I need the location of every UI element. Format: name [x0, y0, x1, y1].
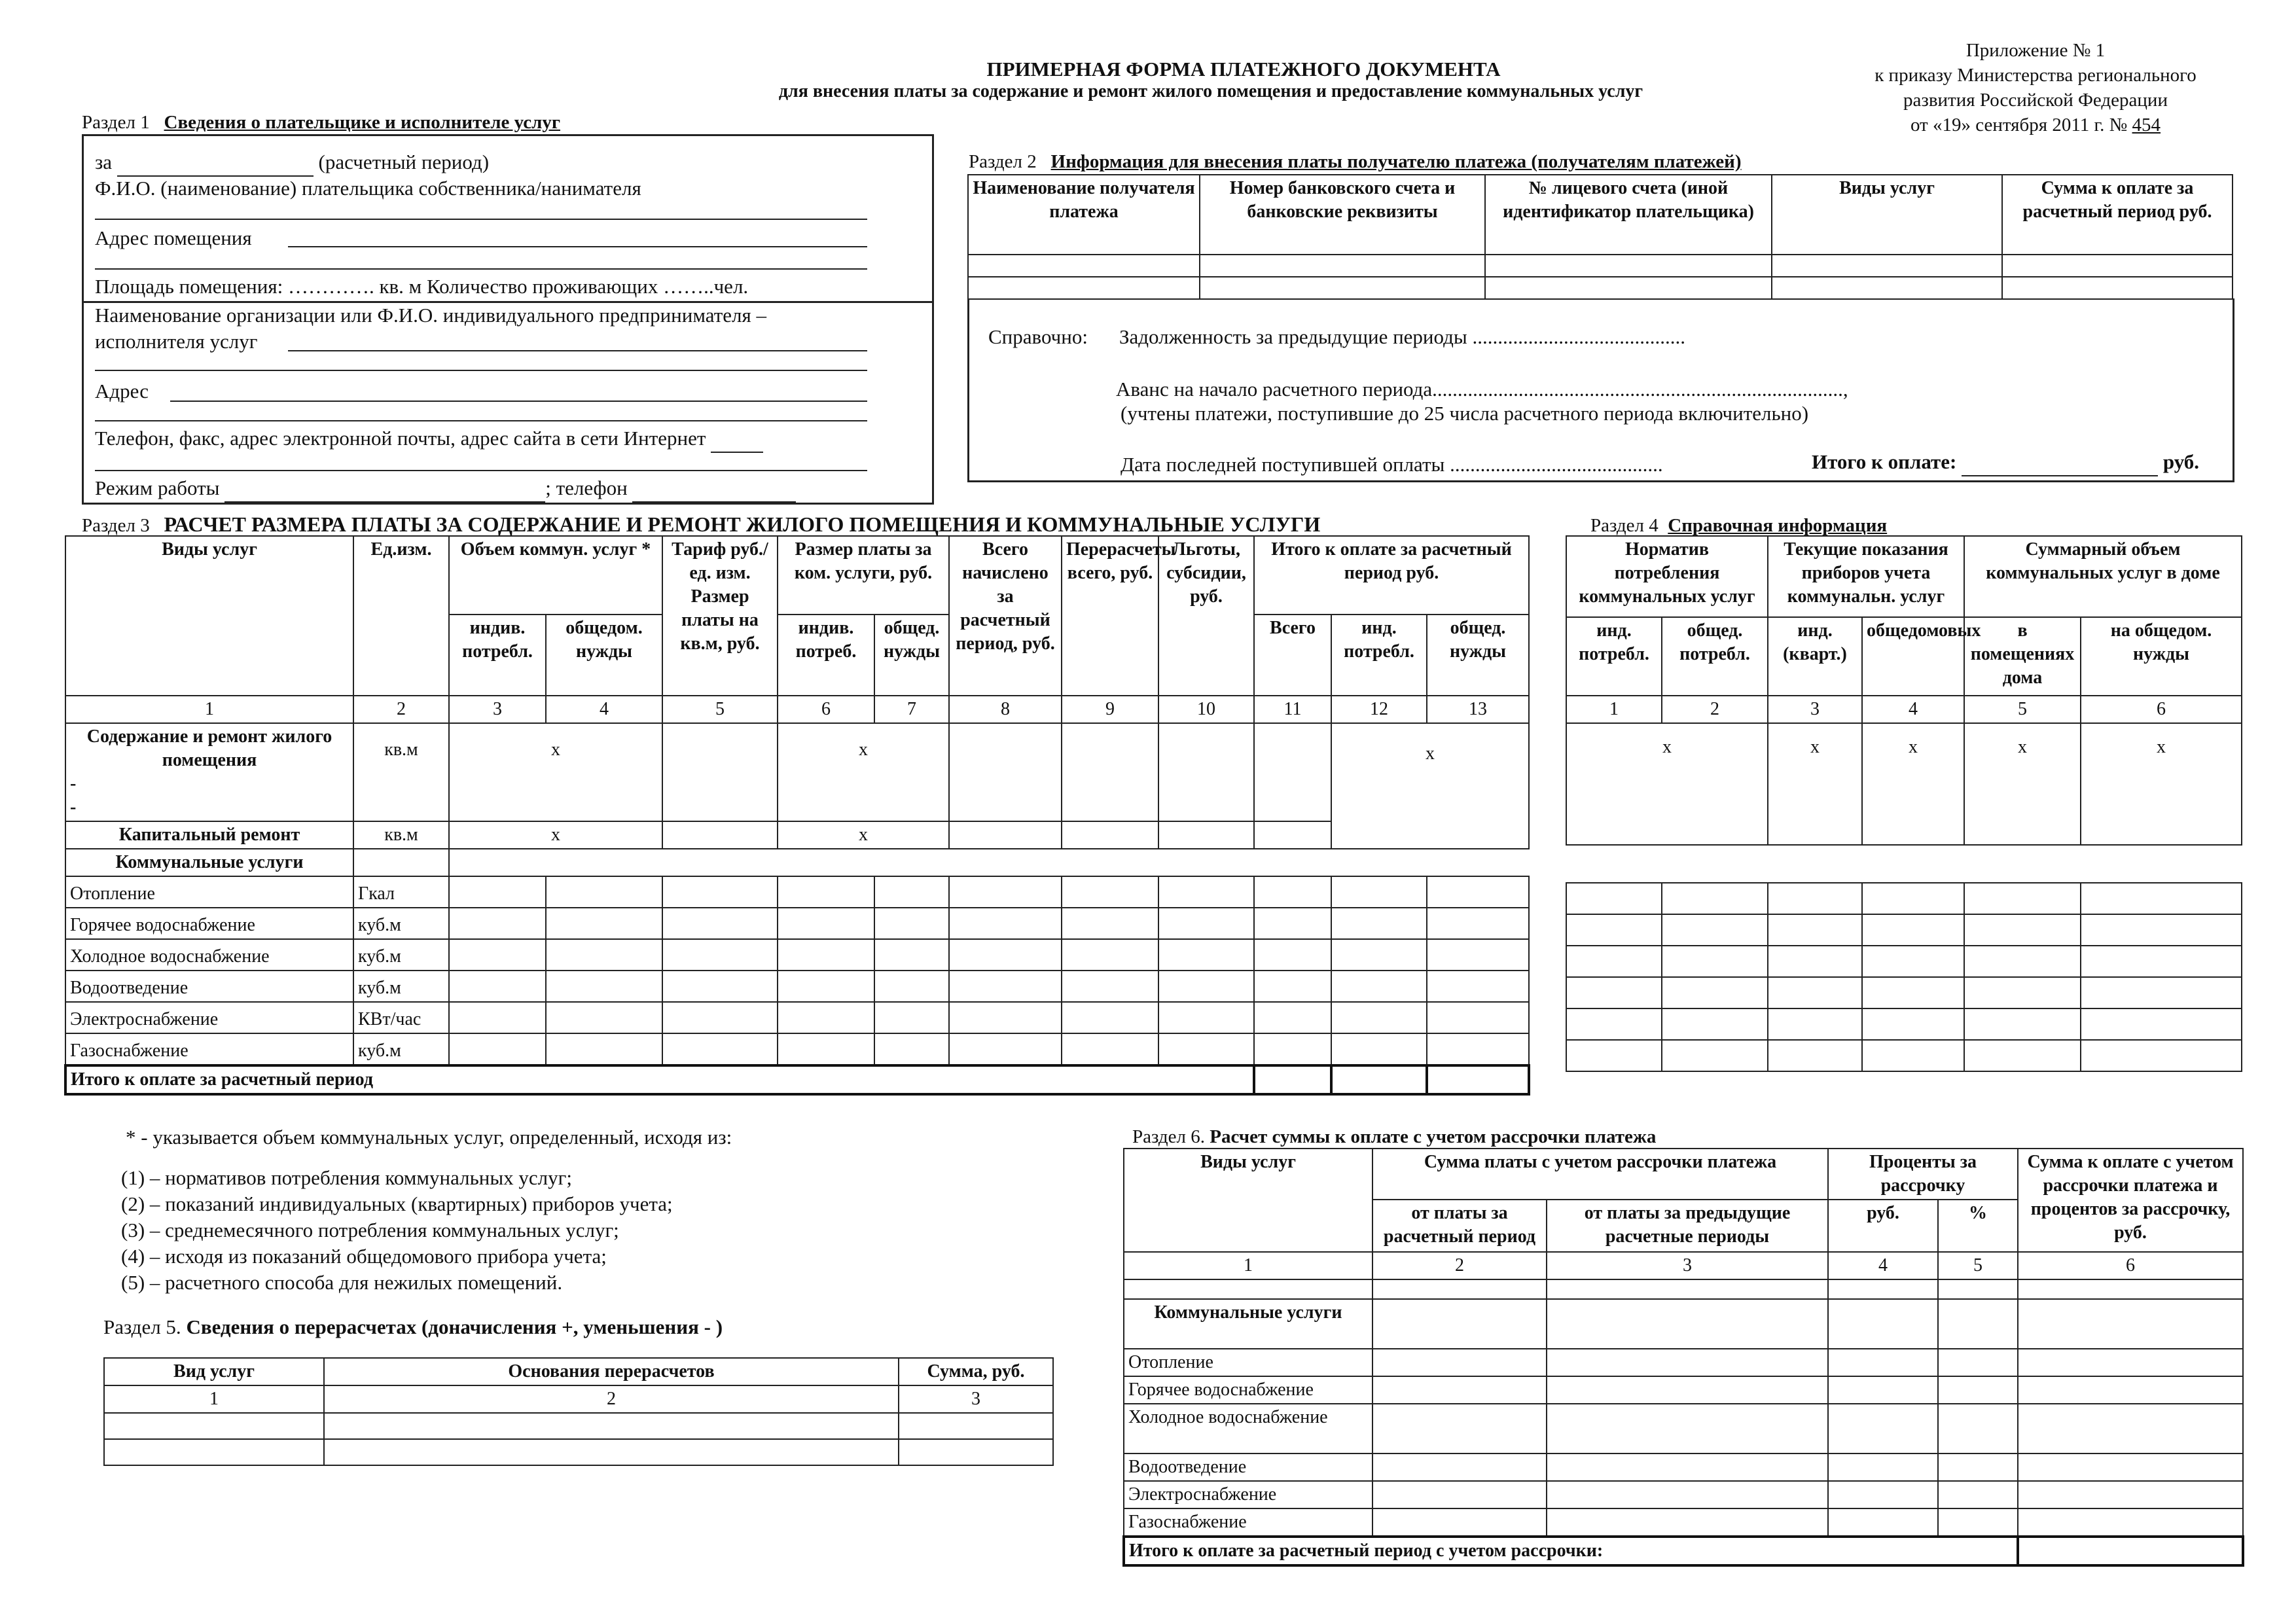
- s3-col-number: 12: [1331, 696, 1427, 723]
- period-line: за (расчетный период): [95, 149, 489, 177]
- s3-header-total-ind: инд. потребл.: [1331, 615, 1427, 696]
- s3-header-size-common: общед. нужды: [874, 615, 949, 696]
- s6-header-current-period: от платы за расчетный период: [1372, 1200, 1547, 1252]
- s5-col-number: 2: [324, 1385, 899, 1413]
- s3-header-volume: Объем коммун. услуг *: [449, 536, 662, 615]
- s3-unit: куб.м: [353, 908, 449, 939]
- s3-unit: куб.м: [353, 1033, 449, 1065]
- s3-col-number: 11: [1254, 696, 1331, 723]
- section6-heading: Раздел 6. Расчет суммы к оплате с учетом рассрочки платежа: [1132, 1126, 1657, 1147]
- section4-table: [1566, 535, 2242, 846]
- s3-col-number: 6: [778, 696, 874, 723]
- reference-label: Справочно:: [988, 325, 1088, 348]
- s6-header-total: Сумма к оплате с учетом рассрочки платежа и процентов за рассрочку, руб.: [2018, 1149, 2243, 1252]
- org-address-label: Адрес: [95, 380, 149, 402]
- s3-unit: кв.м: [353, 821, 449, 849]
- s3-header-size-ind: индив. потреб.: [778, 615, 874, 696]
- s6-col-number: 4: [1828, 1252, 1938, 1279]
- x-mark: x: [1768, 723, 1862, 845]
- s6-col-number: 2: [1372, 1252, 1547, 1279]
- s5-header-amount: Сумма, руб.: [899, 1358, 1053, 1385]
- s4-header-norm-ind: инд. потребл.: [1566, 617, 1662, 696]
- s2-header-personal-account: № лицевого счета (иной идентификатор плательщика): [1485, 175, 1772, 255]
- s3-unit: кв.м: [353, 723, 449, 821]
- section6-table: [1122, 1148, 2244, 1567]
- s5-col-number: 3: [899, 1385, 1053, 1413]
- s4-col-number: 3: [1768, 696, 1862, 723]
- total-to-pay: Итого к оплате: руб.: [1812, 449, 2199, 476]
- s3-col-number: 3: [449, 696, 546, 723]
- x-mark: x: [1566, 723, 1768, 845]
- s4-col-number: 6: [2081, 696, 2242, 723]
- s3-col-number: 8: [949, 696, 1062, 723]
- section2-heading: Раздел 2 Информация для внесения платы получателю платежа (получателям платежей): [969, 151, 1742, 172]
- section3-table: [64, 535, 1530, 1096]
- s3-header-total: Итого к оплате за расчетный период руб.: [1254, 536, 1529, 615]
- s5-col-number: 1: [104, 1385, 324, 1413]
- org-label: Наименование организации или Ф.И.О. индивидуального предпринимателя – исполнителя услуг: [95, 304, 766, 353]
- s3-row-gas: Газоснабжение: [65, 1033, 353, 1065]
- s3-header-accrued: Всего начислено за расчетный период, руб.: [949, 536, 1062, 696]
- s3-header-benefits: Льготы, субсидии, руб.: [1158, 536, 1254, 696]
- last-payment-label: Дата последней поступившей оплаты ..........................................: [1121, 453, 1663, 476]
- x-mark: x: [1964, 723, 2081, 845]
- debt-label: Задолженность за предыдущие периоды ..........................................: [1119, 325, 1685, 348]
- s6-header-sum: Сумма платы с учетом рассрочки платежа: [1372, 1149, 1828, 1200]
- s3-header-total-common: общед. нужды: [1427, 615, 1529, 696]
- s3-col-number: 7: [874, 696, 949, 723]
- s3-header-tariff: Тариф руб./ед. изм. Размер платы на кв.м, руб.: [662, 536, 778, 696]
- s4-header-meters: Текущие показания приборов учета коммунальн. услуг: [1768, 536, 1964, 617]
- s2-header-amount: Сумма к оплате за расчетный период руб.: [2002, 175, 2233, 255]
- x-mark: x: [449, 723, 662, 821]
- section4-utilities-table: [1566, 882, 2242, 1072]
- x-mark: x: [778, 821, 949, 849]
- s3-header-vol-common: общедом. нужды: [546, 615, 662, 696]
- footnote-item: (5) – расчетного способа для нежилых помещений.: [121, 1271, 563, 1294]
- s6-total-row: Итого к оплате за расчетный период с учетом рассрочки:: [1124, 1537, 2018, 1565]
- s3-utilities-heading: Коммунальные услуги: [65, 849, 353, 876]
- s4-col-number: 1: [1566, 696, 1662, 723]
- s3-unit: Гкал: [353, 876, 449, 908]
- footnote-item: (3) – среднемесячного потребления коммунальных услуг;: [121, 1219, 619, 1241]
- s3-total-row: Итого к оплате за расчетный период: [65, 1065, 1254, 1094]
- section5-heading: Раздел 5. Сведения о перерасчетах (доначисления +, уменьшения - ): [103, 1315, 723, 1338]
- s6-row-drainage: Водоотведение: [1124, 1454, 1372, 1481]
- s6-row-gas: Газоснабжение: [1124, 1508, 1372, 1537]
- s3-row-capital-repair: Капитальный ремонт: [65, 821, 353, 849]
- s3-header-services: Виды услуг: [65, 536, 353, 696]
- s3-col-number: 4: [546, 696, 662, 723]
- s3-row-cold-water: Холодное водоснабжение: [65, 939, 353, 971]
- footnote-item: (1) – нормативов потребления коммунальных услуг;: [121, 1166, 572, 1189]
- appendix-line4: от «19» сентября 2011 г. № 454: [1910, 115, 2161, 135]
- work-mode-label: Режим работы ; телефон: [95, 475, 796, 503]
- section5-table: [103, 1357, 1054, 1466]
- s6-col-number: 5: [1938, 1252, 2018, 1279]
- premises-address-label: Адрес помещения: [95, 226, 252, 249]
- s3-row-heating: Отопление: [65, 876, 353, 908]
- footnote-item: (2) – показаний индивидуальных (квартирных) приборов учета;: [121, 1192, 673, 1215]
- footnote-list: [121, 1165, 673, 1296]
- s6-header-percent-pct: %: [1938, 1200, 2018, 1252]
- s3-col-number: 5: [662, 696, 778, 723]
- s2-header-recipient: Наименование получателя платежа: [968, 175, 1200, 255]
- x-mark: x: [778, 723, 949, 821]
- s3-unit: куб.м: [353, 971, 449, 1002]
- s3-header-unit: Ед.изм.: [353, 536, 449, 696]
- s2-header-services: Виды услуг: [1772, 175, 2002, 255]
- s6-col-number: 6: [2018, 1252, 2243, 1279]
- advance-note: (учтены платежи, поступившие до 25 числа расчетного периода включительно): [1121, 402, 1809, 425]
- appendix-line1: Приложение № 1: [1965, 40, 2106, 61]
- s6-header-percent: Проценты за рассрочку: [1828, 1149, 2018, 1200]
- s6-col-number: 1: [1124, 1252, 1372, 1279]
- s6-header-services: Виды услуг: [1124, 1149, 1372, 1252]
- appendix-block: [1826, 38, 2245, 137]
- section3-heading: Раздел 3 РАСЧЕТ РАЗМЕРА ПЛАТЫ ЗА СОДЕРЖАНИЕ И РЕМОНТ ЖИЛОГО ПОМЕЩЕНИЯ И КОММУНАЛЬНЫЕ УСЛУГИ: [82, 512, 1321, 536]
- advance-label: Аванс на начало расчетного периода.................................................................................,: [1116, 378, 1848, 401]
- s4-header-norm: Норматив потребления коммунальных услуг: [1566, 536, 1768, 617]
- s5-header-service: Вид услуг: [104, 1358, 324, 1385]
- section4-heading: Раздел 4 Справочная информация: [1590, 515, 1888, 536]
- s4-header-total-volume: Суммарный объем коммунальных услуг в доме: [1964, 536, 2242, 617]
- s3-header-size: Размер платы за ком. услуги, руб.: [778, 536, 949, 615]
- s6-row-hot-water: Горячее водоснабжение: [1124, 1376, 1372, 1404]
- area-residents-label: Площадь помещения: …………. кв. м Количество проживающих ……..чел.: [95, 275, 749, 298]
- s6-col-number: 3: [1547, 1252, 1828, 1279]
- s6-row-cold-water: Холодное водоснабжение: [1124, 1404, 1372, 1454]
- x-mark: x: [1862, 723, 1964, 845]
- s3-col-number: 2: [353, 696, 449, 723]
- s3-header-total-all: Всего: [1254, 615, 1331, 696]
- s6-row-electricity: Электроснабжение: [1124, 1481, 1372, 1508]
- s3-col-number: 1: [65, 696, 353, 723]
- s3-row-hot-water: Горячее водоснабжение: [65, 908, 353, 939]
- page-title: ПРИМЕРНАЯ ФОРМА ПЛАТЕЖНОГО ДОКУМЕНТА: [986, 58, 1501, 80]
- s5-header-reason: Основания перерасчетов: [324, 1358, 899, 1385]
- contacts-label: Телефон, факс, адрес электронной почты, адрес сайта в сети Интернет: [95, 425, 763, 453]
- s6-row-heating: Отопление: [1124, 1349, 1372, 1376]
- x-mark: x: [449, 821, 662, 849]
- s4-header-meters-ind: инд. (кварт.): [1768, 617, 1862, 696]
- s3-row-drainage: Водоотведение: [65, 971, 353, 1002]
- footnote-star: * - указывается объем коммунальных услуг, определенный, исходя из:: [126, 1126, 732, 1149]
- s3-unit: КВт/час: [353, 1002, 449, 1033]
- x-mark: x: [2081, 723, 2242, 845]
- s6-header-percent-rub: руб.: [1828, 1200, 1938, 1252]
- footnote-item: (4) – исходя из показаний общедомового прибора учета;: [121, 1245, 607, 1268]
- page-subtitle: для внесения платы за содержание и ремонт жилого помещения и предоставление коммунальных услуг: [778, 81, 1643, 101]
- s3-row-maintenance: Содержание и ремонт жилого помещения - -: [65, 723, 353, 821]
- s3-unit: куб.м: [353, 939, 449, 971]
- s3-row-electricity: Электроснабжение: [65, 1002, 353, 1033]
- s3-col-number: 13: [1427, 696, 1529, 723]
- s4-header-meters-common: общедомовых: [1862, 617, 1964, 696]
- s4-header-rooms: в помещениях дома: [1964, 617, 2081, 696]
- section2-table: [967, 174, 2233, 300]
- s6-header-previous-periods: от платы за предыдущие расчетные периоды: [1547, 1200, 1828, 1252]
- s3-header-recalc: Перерасчеты всего, руб.: [1062, 536, 1158, 696]
- s4-header-common-needs: на общедом. нужды: [2081, 617, 2242, 696]
- appendix-line3: развития Российской Федерации: [1903, 90, 2168, 111]
- payer-label: Ф.И.О. (наименование) плательщика собственника/нанимателя: [95, 177, 641, 200]
- appendix-line2: к приказу Министерства регионального: [1874, 65, 2197, 86]
- s4-col-number: 2: [1662, 696, 1768, 723]
- s3-header-vol-ind: индив. потребл.: [449, 615, 546, 696]
- s3-col-number: 10: [1158, 696, 1254, 723]
- s3-col-number: 9: [1062, 696, 1158, 723]
- s4-header-norm-common: общед. потребл.: [1662, 617, 1768, 696]
- s4-col-number: 5: [1964, 696, 2081, 723]
- x-mark: x: [1331, 723, 1529, 849]
- s4-col-number: 4: [1862, 696, 1964, 723]
- s6-utilities-heading: Коммунальные услуги: [1124, 1299, 1372, 1349]
- section1-heading: Раздел 1 Сведения о плательщике и исполнителе услуг: [82, 112, 561, 133]
- s2-header-bank-account: Номер банковского счета и банковские реквизиты: [1200, 175, 1485, 255]
